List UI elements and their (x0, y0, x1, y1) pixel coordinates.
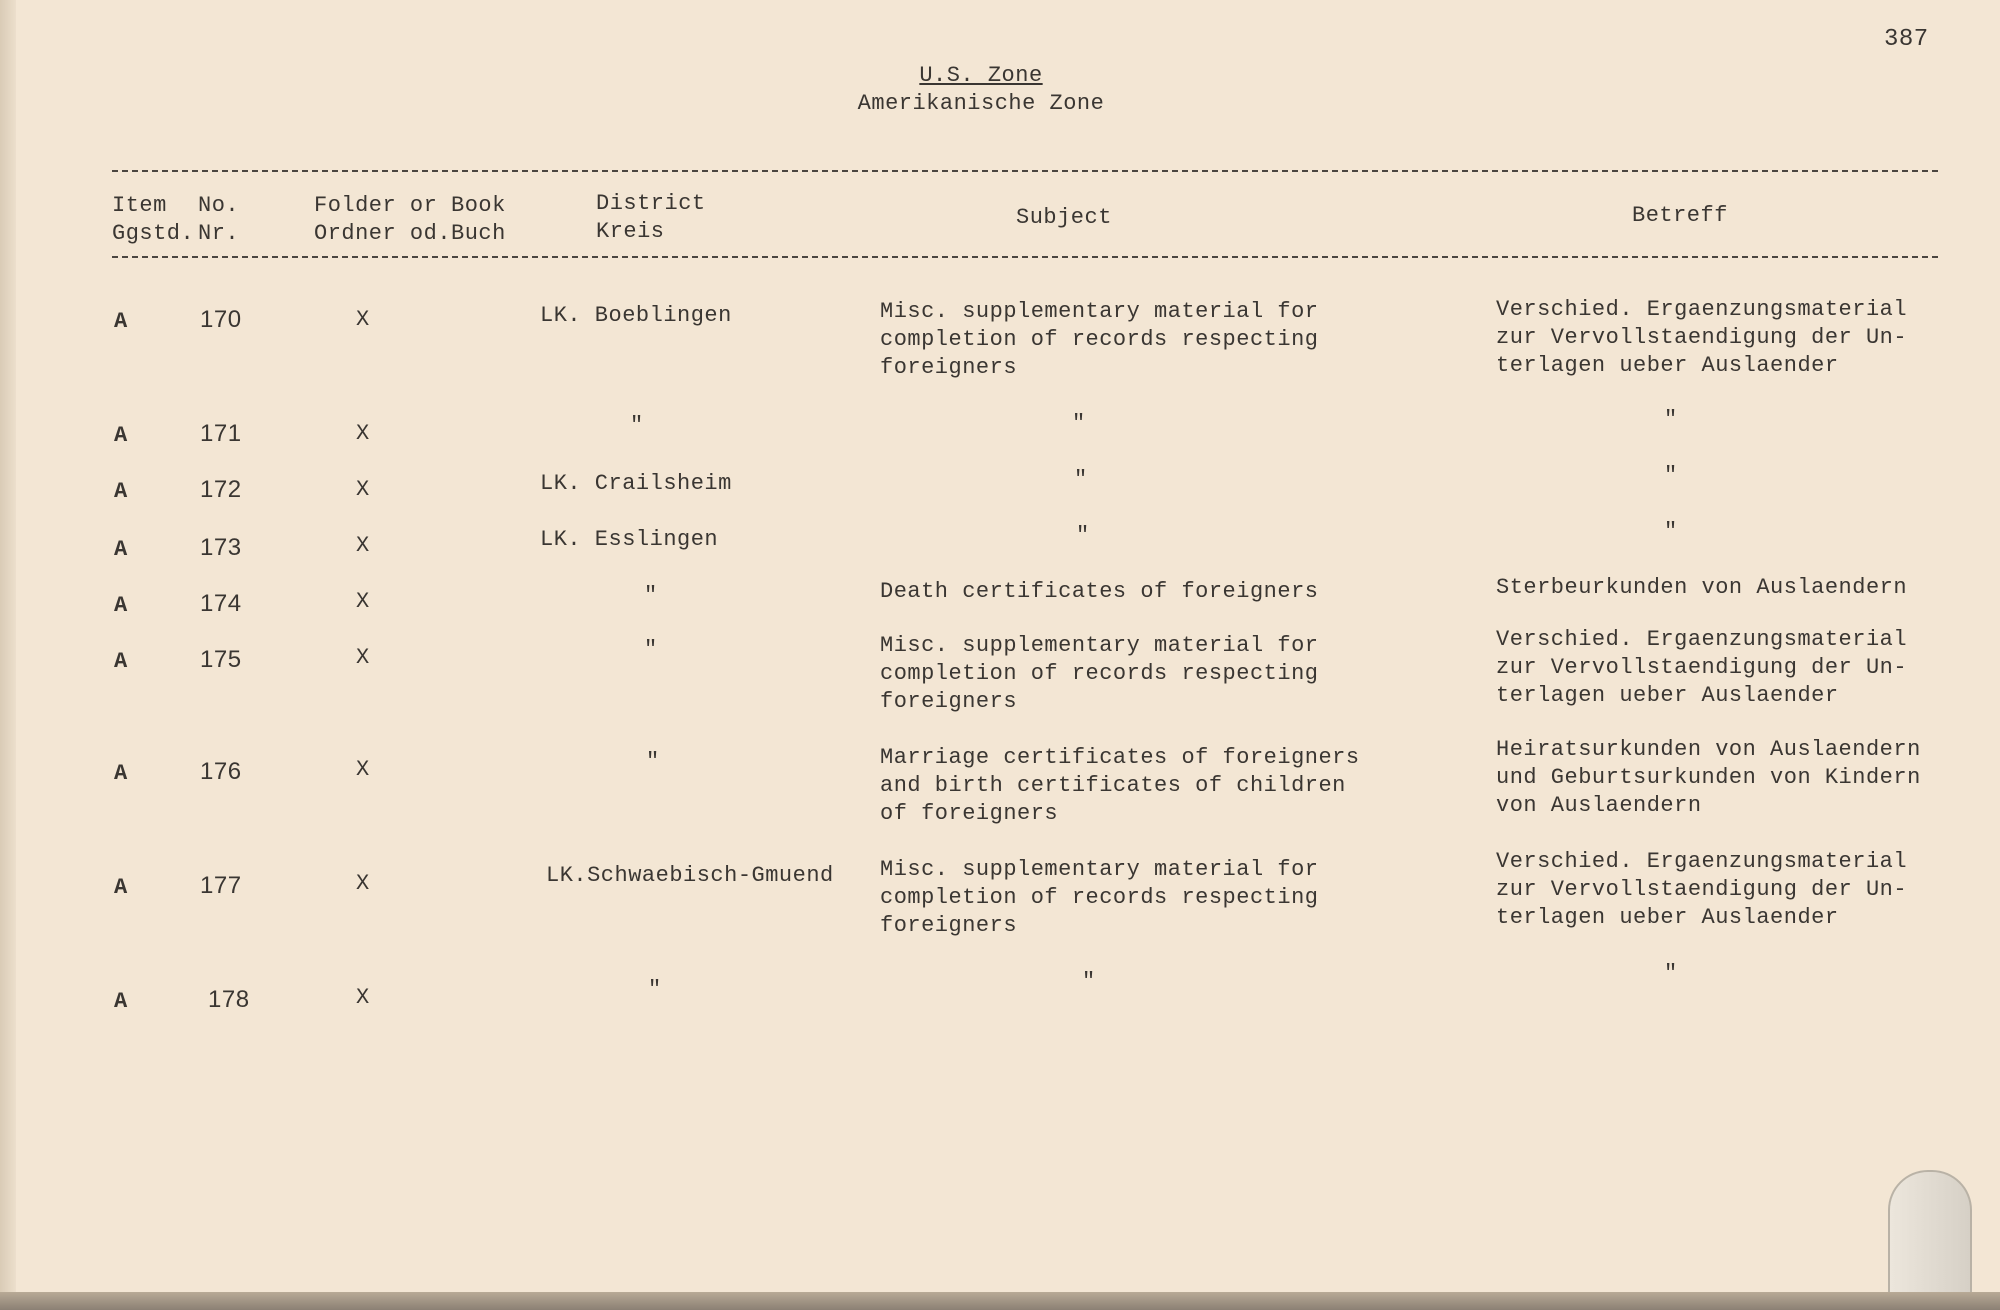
row-171-district: " (630, 413, 644, 438)
header-district: District (596, 191, 706, 216)
row-170-betreff: Verschied. Ergaenzungsmaterial zur Vervollstaendigung der Un- terlagen ueber Auslaender (1496, 297, 1908, 378)
row-176-betreff: Heiratsurkunden von Auslaendern und Geburtsurkunden von Kindern von Auslaendern (1496, 737, 1921, 818)
row-170-item: A (114, 309, 128, 334)
row-173-folder: X (356, 533, 370, 558)
zone-title-de: Amerikanische Zone (857, 91, 1105, 116)
row-177-district: LK.Schwaebisch-Gmuend (546, 863, 834, 888)
header-subject: Subject (1016, 205, 1112, 230)
page-corner-fold (1888, 1170, 1972, 1292)
row-175-district: " (644, 637, 658, 662)
row-171-folder: X (356, 421, 370, 446)
row-176-no: 176 (200, 758, 242, 785)
row-173-betreff: " (1664, 519, 1678, 544)
row-172-subject: " (1074, 467, 1088, 492)
row-170-subject: Misc. supplementary material for completion of records respecting foreigners (880, 299, 1319, 380)
row-173-item: A (114, 537, 128, 562)
row-177-no: 177 (200, 872, 242, 899)
row-178-item: A (114, 989, 128, 1014)
zone-title-en: U.S. Zone (919, 63, 1043, 88)
header-folder-de: Ordner od.Buch (314, 221, 506, 246)
row-172-item: A (114, 479, 128, 504)
row-171-no: 171 (200, 420, 242, 447)
page-left-edge (0, 0, 16, 1310)
row-175-betreff: Verschied. Ergaenzungsmaterial zur Vervollstaendigung der Un- terlagen ueber Auslaender (1496, 627, 1908, 708)
row-178-no: 178 (208, 986, 250, 1013)
row-176-subject: Marriage certificates of foreigners and birth certificates of children of foreigners (880, 745, 1360, 826)
header-no-de: Nr. (198, 221, 240, 246)
row-171-item: A (114, 423, 128, 448)
header-betreff: Betreff (1632, 203, 1728, 228)
row-173-district: LK. Esslingen (540, 527, 719, 552)
row-170-folder: X (356, 307, 370, 332)
row-178-betreff: " (1664, 961, 1678, 986)
row-172-folder: X (356, 477, 370, 502)
page-number: 387 (1884, 26, 1929, 53)
row-178-folder: X (356, 985, 370, 1010)
row-174-no: 174 (200, 590, 242, 617)
header-no: No. (198, 193, 240, 218)
header-folder: Folder or Book (314, 193, 506, 218)
row-171-betreff: " (1664, 407, 1678, 432)
row-176-item: A (114, 761, 128, 786)
header-item-de: Ggstd. (112, 221, 195, 246)
row-176-folder: X (356, 757, 370, 782)
header-bottom-rule (112, 256, 1938, 258)
header-district-de: Kreis (596, 219, 665, 244)
row-172-no: 172 (200, 476, 242, 503)
row-175-no: 175 (200, 646, 242, 673)
row-173-no: 173 (200, 534, 242, 561)
row-176-district: " (646, 749, 660, 774)
row-171-subject: " (1072, 411, 1086, 436)
row-173-subject: " (1076, 523, 1090, 548)
row-177-subject: Misc. supplementary material for completion of records respecting foreigners (880, 857, 1319, 938)
row-175-subject: Misc. supplementary material for completion of records respecting foreigners (880, 633, 1319, 714)
row-174-item: A (114, 593, 128, 618)
row-174-subject: Death certificates of foreigners (880, 579, 1319, 604)
row-177-item: A (114, 875, 128, 900)
page-bottom-edge (0, 1292, 2000, 1310)
row-174-district: " (644, 583, 658, 608)
row-178-district: " (648, 977, 662, 1002)
header-top-rule (112, 170, 1938, 172)
row-177-betreff: Verschied. Ergaenzungsmaterial zur Vervollstaendigung der Un- terlagen ueber Auslaender (1496, 849, 1908, 930)
row-178-subject: " (1082, 969, 1096, 994)
zone-title (0, 62, 1962, 118)
row-174-betreff: Sterbeurkunden von Auslaendern (1496, 575, 1908, 600)
row-174-folder: X (356, 589, 370, 614)
row-172-betreff: " (1664, 463, 1678, 488)
row-170-district: LK. Boeblingen (540, 303, 732, 328)
header-item: Item (112, 193, 167, 218)
row-172-district: LK. Crailsheim (540, 471, 732, 496)
row-170-no: 170 (200, 306, 242, 333)
row-177-folder: X (356, 871, 370, 896)
row-175-folder: X (356, 645, 370, 670)
row-175-item: A (114, 649, 128, 674)
